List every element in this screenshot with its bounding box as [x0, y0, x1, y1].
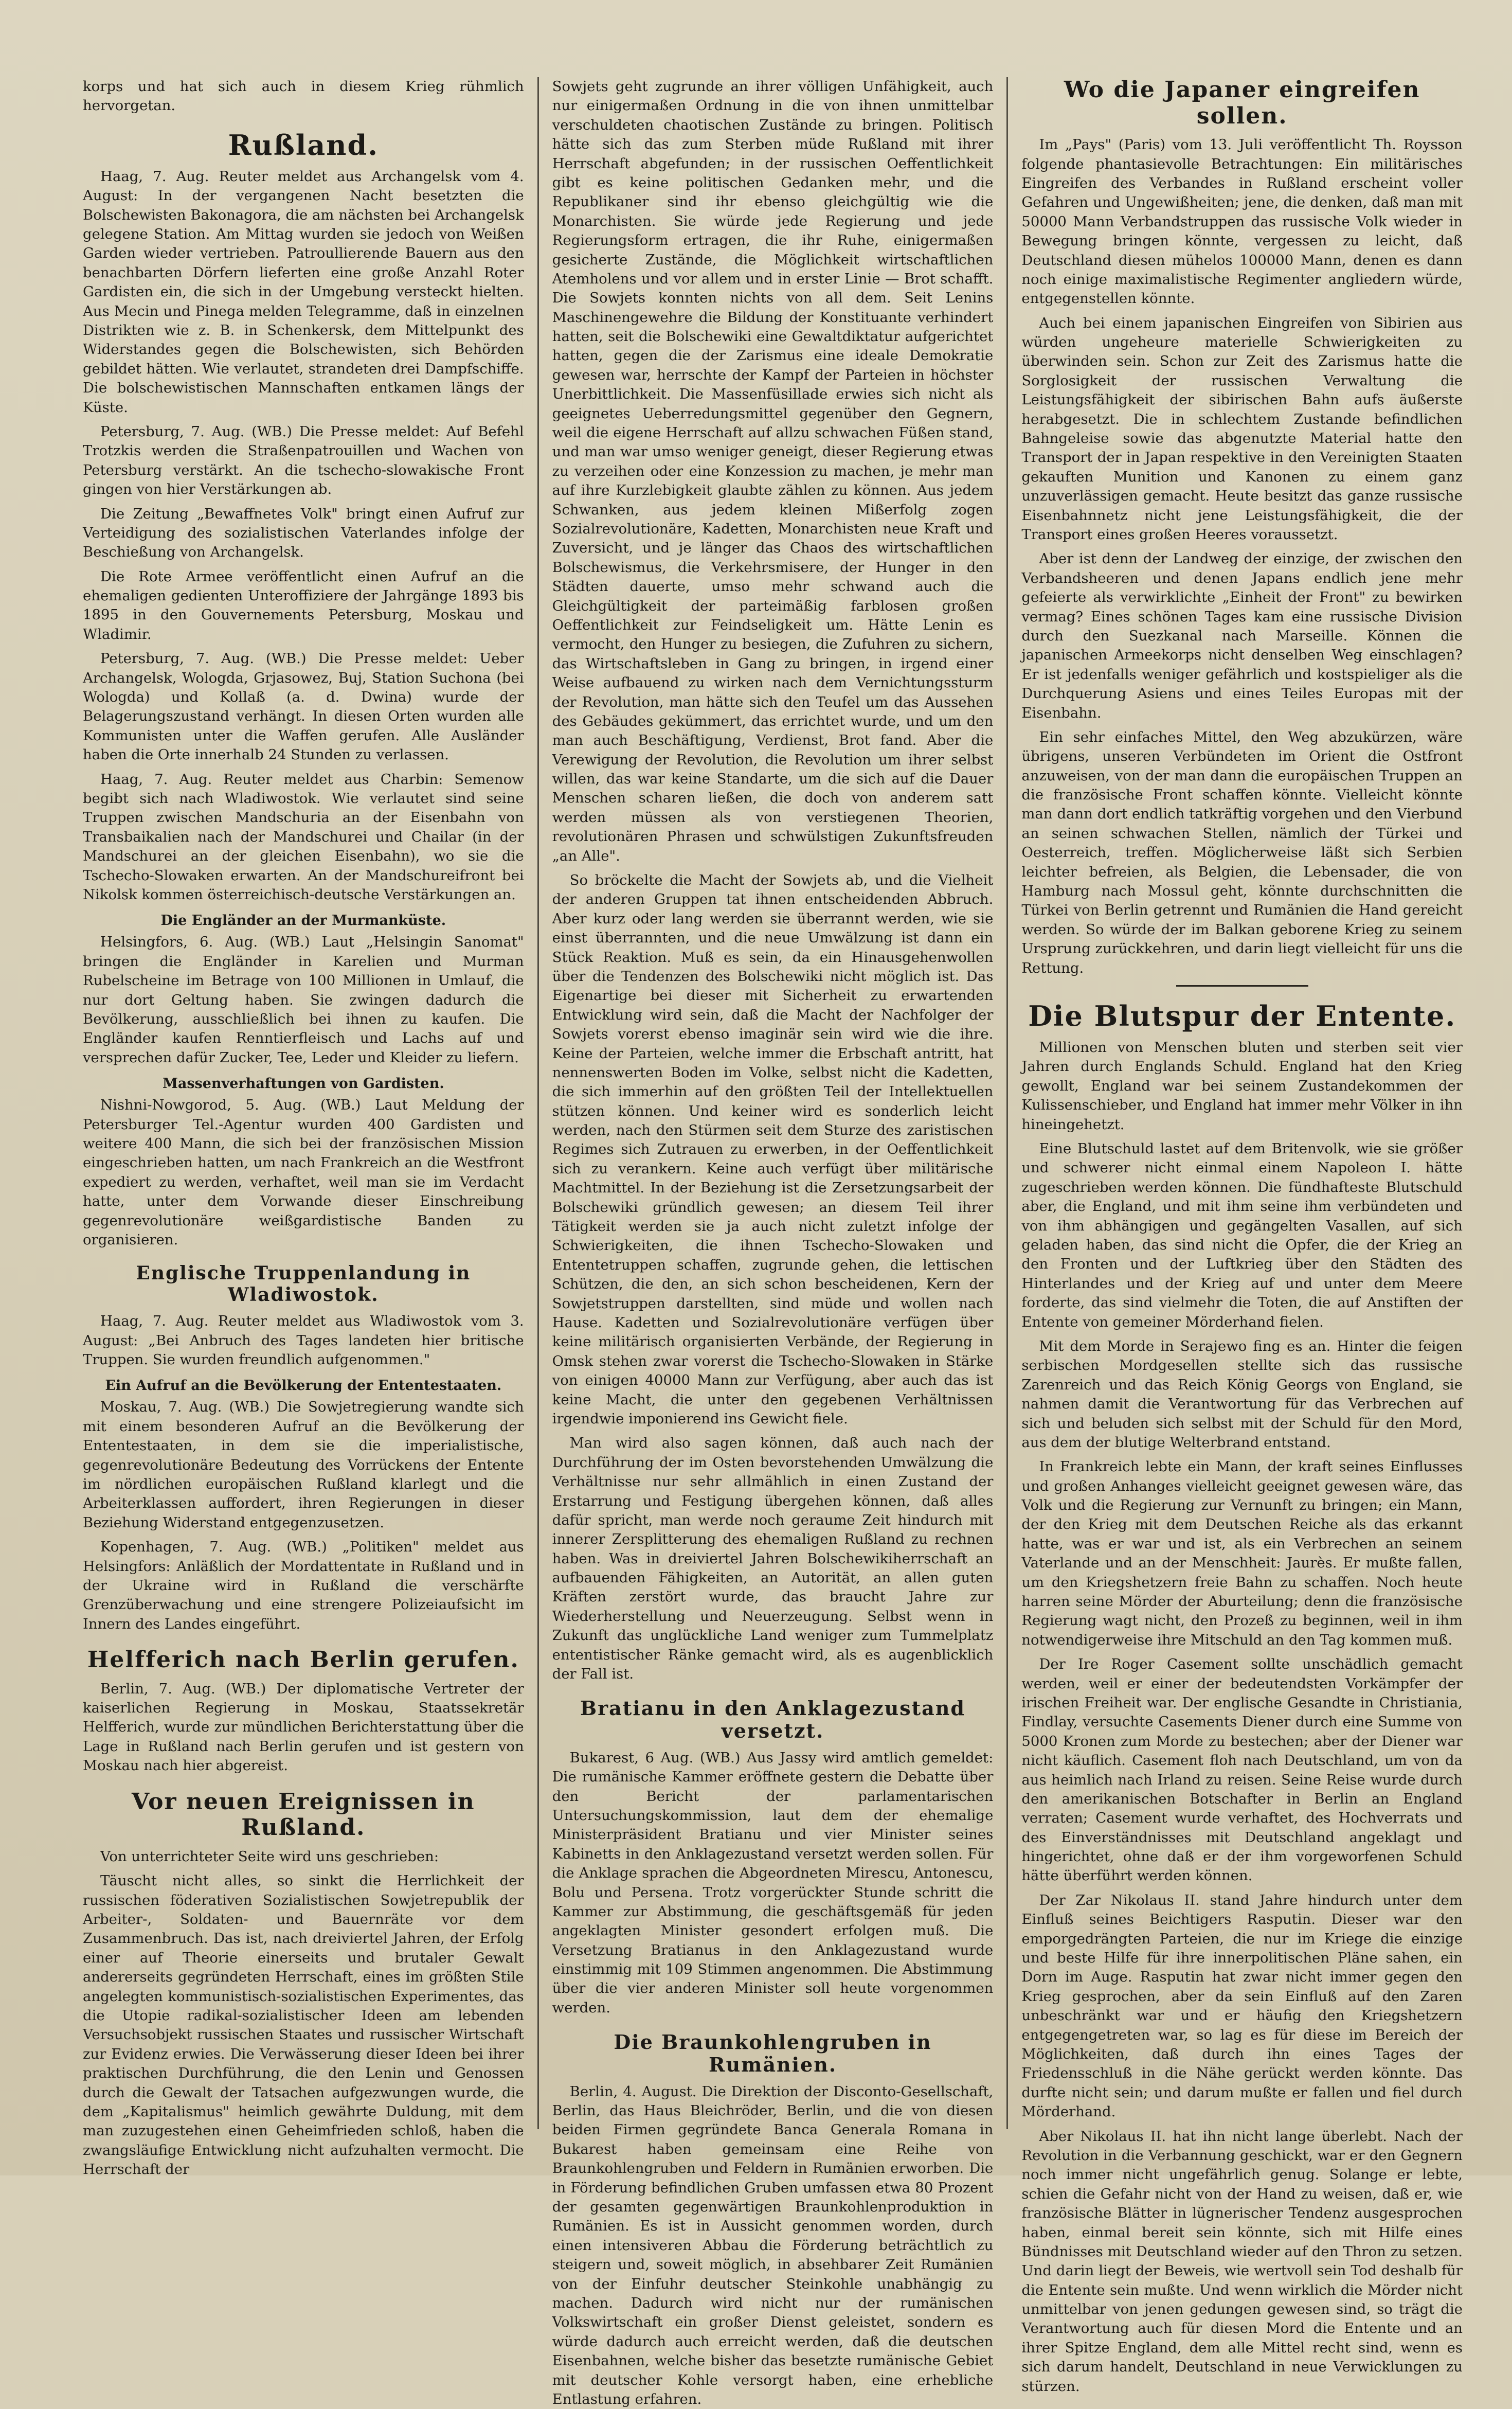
headline-helfferich: Helfferich nach Berlin gerufen.: [87, 1647, 519, 1673]
column-3: [1008, 77, 1476, 2395]
paragraph: Petersburg, 7. Aug. (WB.) Die Presse meldet: Auf Befehl Trotzkis werden die Straßenpatrouillen und Wachen von Petersburg verstärkt. An die tschecho-slowakische Front gingen von hier Verstärkungen ab.: [83, 423, 524, 498]
paragraph: Auch bei einem japanischen Eingreifen von Sibirien aus würden ungeheure materielle Schwierigkeiten zu überwinden sein. Schon zur Zeit des Zarismus hatte die Sorglosigkeit der russischen Verwaltung die Leistungsfähigkeit der sibirischen Bahn aufs äußerste herabgesetzt. Die in schlechtem Zustande befindlichen Bahngeleise sowie das abgenutzte Material hatte den Transport der in Japan respektive in den Vereinigten Staaten gekauften Munition und Kanonen zu einem ganz unzuverlässigen gemacht. Heute besitzt das ganze russische Eisenbahnnetz nicht jene Leistungsfähigkeit, die der Transport eines großen Heeres voraussetzt.: [1021, 314, 1463, 543]
paragraph: Berlin, 4. August. Die Direktion der Disconto-Gesellschaft, Berlin, das Haus Bleichröder, Berlin, und die von diesen beiden Firmen gegründete Banca Generala Romana in Bukarest haben gemeinsam eine Reihe von Braunkohlengruben und Feldern in Rumänien erworben. Die in Förderung befindlichen Gruben umfassen etwa 80 Prozent der gesamten gegenwärtigen Braunkohlenproduktion in Rumänien. Es ist in Aussicht genommen worden, durch einen intensiveren Abbau die Förderung beträchtlich zu steigern und, soweit möglich, in absehbarer Zeit Rumänien von der Einfuhr deutscher Steinkohle unabhängig zu machen. Dadurch wird nicht nur der rumänischen Volkswirtschaft ein großer Dienst geleistet, sondern es würde dadurch auch erreicht werden, daß die deutschen Eisenbahnen, welche bisher das besetzte rumänische Gebiet mit deutscher Kohle versorgt haben, eine erhebliche Entlastung erfahren.: [552, 2083, 994, 2407]
paragraph: Der Zar Nikolaus II. stand Jahre hindurch unter dem Einfluß seines Beichtigers Rasputin. Dieser war den emporgedrängten Parteien, die nur im Kriege die einzige und beste Hilfe für ihre innerpolitischen Pläne sahen, ein Dorn im Auge. Rasputin hat zwar nicht immer gegen den Krieg gesprochen, aber da sein Einfluß auf den Zaren unbeschränkt war und er häufig den Kriegshetzern entgegengetreten war, so lag es für diese im Bereich der Möglichkeiten, daß durch ihn eines Tages der Friedensschluß in die Nähe gerückt werden könnte. Das durfte nicht sein; und darum mußte er fallen und fiel durch Mörderhand.: [1021, 1891, 1463, 2120]
column-layout: [69, 77, 1476, 2407]
section-divider: [1176, 985, 1308, 987]
column-1: [69, 77, 537, 2178]
paragraph: Moskau, 7. Aug. (WB.) Die Sowjetregierung wandte sich mit einem besonderen Aufruf an die Bevölkerung der Ententestaaten, in dem sie die imperialistische, gegenrevolutionäre Bedeutung des Vorrückens der Entente im nördlichen europäischen Rußland klarlegt und die Arbeiterklassen auffordert, ihren Regierungen in dieser Beziehung Widerstand entgegenzusetzen.: [83, 1399, 524, 1531]
paragraph: Haag, 7. Aug. Reuter meldet aus Archangelsk vom 4. August: In der vergangenen Nacht besetzten die Bolschewisten Bakonagora, die am nächsten bei Archangelsk gelegene Station. Am Mittag wurden sie jedoch von Weißen Garden wieder vertrieben. Patroullierende Bauern aus den benachbarten Dörfern lieferten eine große Anzahl Roter Gardisten ein, die sich in der Umgebung versteckt hielten. Aus Mecin und Pinega melden Telegramme, daß in einzelnen Distrikten wie z. B. in Schenkersk, dem Mittelpunkt des Widerstandes gegen die Bolschewisten, sich Behörden gebildet hätten. Wie verlautet, strandeten drei Dampfschiffe. Die bolschewistischen Mannschaften entkamen längs der Küste.: [83, 168, 524, 416]
paragraph: Der Ire Roger Casement sollte unschädlich gemacht werden, weil er einer der bedeutendsten Vorkämpfer der irischen Freiheit war. Der englische Gesandte in Christiania, Findlay, versuchte Casements Diener durch eine Summe von 5000 Kronen zum Morde zu bestechen; aber der Diener war nicht käuflich. Casement floh nach Deutschland, um von da aus heimlich nach Irland zu reisen. Seine Reise wurde durch den amerikanischen Botschafter in Berlin an England verraten; Casement wurde verhaftet, des Hochverrats und des Einverständnisses mit Deutschland angeklagt und hingerichtet, ohne daß er der ihm vorgeworfenen Schuld hätte überführt werden können.: [1021, 1656, 1463, 1884]
paragraph: Berlin, 7. Aug. (WB.) Der diplomatische Vertreter der kaiserlichen Regierung in Moskau, Staatssekretär Helfferich, wurde zur mündlichen Berichterstattung über die Lage in Rußland nach Berlin gerufen und ist gestern von Moskau nach hier abgereist.: [83, 1680, 524, 1774]
paragraph: korps und hat sich auch in diesem Krieg rühmlich hervorgetan.: [83, 78, 524, 114]
paragraph: Im „Pays" (Paris) vom 13. Juli veröffentlicht Th. Roysson folgende phantasievolle Betrachtungen: Ein militärisches Eingreifen des Verbandes in Rußland erscheint voller Gefahren und Ungewißheiten; jene, die denken, daß man mit 50000 Mann Verbandstruppen das russische Volk wieder in Bewegung bringen könnte, vergessen zu leicht, daß Deutschland diesen mühelos 100000 Mann, denen es dann noch einige maximalistische Regimenter angliedern würde, entgegenstellen könnte.: [1021, 136, 1463, 307]
paragraph: Aber ist denn der Landweg der einzige, der zwischen den Verbandsheeren und denen Japans endlich jene mehr gefeierte als verwirklichte „Einheit der Front" zu bewirken vermag? Eines schönen Tages kam eine russische Division durch den Suezkanal nach Marseille. Können die japanischen Armeekorps nicht denselben Weg einschlagen? Er ist jedenfalls weniger gefährlich und kostspieliger als die Durchquerung Asiens und eines Teiles Europas mit der Eisenbahn.: [1021, 550, 1463, 721]
headline-japaner: Wo die Japaner eingreifen sollen.: [1064, 77, 1420, 129]
headline-truppenlandung: Englische Truppenlandung in Wladiwostok.: [136, 1262, 471, 1306]
paragraph: Haag, 7. Aug. Reuter meldet aus Wladiwostok vom 3. August: „Bei Anbruch des Tages landeten hier britische Truppen. Sie wurden freundlich aufgenommen.": [83, 1313, 524, 1368]
subhead-aufruf: Ein Aufruf an die Bevölkerung der Ententestaaten.: [105, 1378, 502, 1394]
paragraph: Täuscht nicht alles, so sinkt die Herrlichkeit der russischen föderativen Sozialistischen Sowjetrepublik der Arbeiter-, Soldaten- und Bauernräte vor dem Zusammenbruch. Das ist, nach dreiviertel Jahren, der Erfolg einer auf Theorie einerseits und brutaler Gewalt andererseits gegründeten Herrschaft, eines im größten Stile angelegten kommunistisch-sozialistischen Experimentes, das die Utopie radikal-sozialistischer Ideen am lebenden Versuchsobjekt russischen Staates und russischer Wirtschaft zur Evidenz erwies. Die Verwässerung dieser Ideen bei ihrer praktischen Durchführung, die den Lenin und Genossen durch die Gewalt der Tatsachen aufgezwungen wurde, die dem „Kapitalismus" heimlich gewährte Duldung, mit dem man zuzugestehen einen Geheimfrieden schloß, haben die zwangsläufige Entwicklung nicht aufzuhalten vermocht. Die Herrschaft der: [83, 1872, 524, 2178]
paragraph: Aber Nikolaus II. hat ihn nicht lange überlebt. Nach der Revolution in die Verbannung geschickt, war er den Gegnern noch immer nicht ungefährlich genug. Solange er lebte, schien die Gefahr nicht von der Hand zu weisen, daß er, wie französische Blätter in lügnerischer Tendenz ausgesprochen haben, einmal bereit sein könnte, sich mit Hilfe eines Bündnisses mit Deutschland wieder auf den Thron zu setzen. Und darin liegt der Beweis, wie wertvoll sein Tod deshalb für die Entente sein mußte. Und wenn wirklich die Mörder nicht unmittelbar von jenen gedungen gewesen sind, so trägt die Verantwortung auch für diesen Mord die Entente und an ihrer Spitze England, dem alle Mittel recht sind, wenn es sich darum handelt, Deutschland in neue Verwicklungen zu stürzen.: [1021, 2128, 1463, 2395]
paragraph: Mit dem Morde in Serajewo fing es an. Hinter die feigen serbischen Mordgesellen stellte sich das russische Zarenreich und das Reich König Georgs von England, sie nahmen damit die Verantwortung für das Verbrechen auf sich und beluden sich selbst mit der Schuld für den Mord, aus dem der blutige Welterbrand entstand.: [1021, 1337, 1463, 1451]
column-rule: [1006, 77, 1008, 2129]
subhead-murmankueste: Die Engländer an der Murmanküste.: [160, 913, 446, 929]
paragraph: Haag, 7. Aug. Reuter meldet aus Charbin: Semenow begibt sich nach Wladiwostok. Wie verlautet sind seine Truppen zwischen Mandschuria an der Eisenbahn von Transbaikalien nach der Mandschurei und Chailar (in der Mandschurei an der gleichen Eisenbahn), wo sie die Tschecho-Slowaken erwarten. An der Mandschureifront bei Nikolsk kommen österreichisch-deutsche Verstärkungen an.: [83, 771, 524, 903]
paragraph: Sowjets geht zugrunde an ihrer völligen Unfähigkeit, auch nur einigermaßen Ordnung in die von ihnen unmittelbar verschuldeten chaotischen Zustände zu bringen. Politisch hätte sich das zum Sterben müde Rußland mit ihrer Herrschaft abgefunden; in der russischen Oeffentlichkeit gibt es keine politischen Gedanken mehr, und die Republikaner sind ihr ebenso gleichgültig wie die Monarchisten. Sie würde jede Regierung und jede Regierungsform ertragen, die ihr Ruhe, einigermaßen gesicherte Zustände, die Möglichkeit wirtschaftlichen Atemholens und vor allem und in erster Linie — Brot schafft. Die Sowjets konnten nichts von all dem. Seit Lenins Maschinengewehre die Bildung der Konstituante verhindert hatten, seit die Bolschewiki eine Gewaltdiktatur aufgerichtet hatten, gegen die der Zarismus eine ideale Demokratie gewesen war, herrschte der Kampf der Parteien in höchster Unerbittlichkeit. Die Massenfüsillade erwies sich nicht als geeignetes Ueberredungsmittel gegenüber den Gegnern, weil die eigene Herrschaft auf allzu schwachen Füßen stand, und man war umso weniger geneigt, dieser Regierung etwas zu verzeihen oder eine Konzession zu machen, je mehr man auf ihre Kurzlebigkeit glaubte zählen zu können. Aus jedem Schwanken, aus jedem kleinen Mißerfolg zogen Sozialrevolutionäre, Kadetten, Monarchisten neue Kraft und Zuversicht, und je länger das Chaos des wirtschaftlichen Bolschewismus, die Verkehrsmisere, der Hunger in den Städten dauerte, umso mehr schwand auch die Gleichgültigkeit der parteimäßig farblosen großen Oeffentlichkeit zur Feindseligkeit um. Hätte Lenin es vermocht, den Hunger zu besiegen, die Zufuhren zu sichern, das Wirtschaftsleben in Gang zu bringen, in irgend einer Weise aufbauend zu wirken nach dem Vernichtungssturm der Revolution, man hätte sich den Teufel um das Aussehen des Gebäudes gekümmert, das errichtet wurde, und um den man auch Beschäftigung, Verdienst, Brot fand. Aber die Verewigung der Revolution, die Revolution um ihrer selbst willen, das war keine Standarte, um die sich auf die Dauer Menschen scharen ließen, die doch von anderem satt werden müssen als von verstiegenen Theorien, revolutionären Phrasen und schwülstigen Zukunftsfreuden „an Alle".: [552, 78, 994, 864]
column-2: [539, 77, 1007, 2407]
column-rule: [537, 77, 539, 2129]
headline-braunkohlen: Die Braunkohlengruben in Rumänien.: [614, 2030, 932, 2076]
headline-bratianu: Bratianu in den Anklagezustand versetzt.: [580, 1697, 965, 1743]
paragraph: Bukarest, 6 Aug. (WB.) Aus Jassy wird amtlich gemeldet: Die rumänische Kammer eröffnete gestern die Debatte über den Bericht der parlamentarischen Untersuchungskommission, laut dem der ehemalige Ministerpräsident Bratianu und vier Minister seines Kabinetts in den Anklagezustand versetzt werden sollen. Für die Anklage sprachen die Abgeordneten Mirescu, Antonescu, Bolu und Persena. Trotz vorgerückter Stunde schritt die Kammer zur Abstimmung, die geschäftsgemäß für jeden angeklagten Minister gesondert erfolgen muß. Die Versetzung Bratianus in den Anklagezustand wurde einstimmig mit 109 Stimmen angenommen. Die Abstimmung über die vier anderen Minister soll heute vorgenommen werden.: [552, 1749, 994, 2016]
headline-russland: Rußland.: [228, 128, 379, 162]
paragraph: Eine Blutschuld lastet auf dem Britenvolk, wie sie größer und schwerer nicht einmal einem Napoleon I. hätte zugeschrieben werden können. Die fündhafteste Blutschuld aber, die England, und mit ihm seine ihm verbündeten und von ihm abhängigen und gegängelten Vasallen, auf sich geladen haben, das sind nicht die Opfer, die der Krieg an den Fronten und der Luftkrieg über den Städten des Hinterlandes und der Krieg auf und unter dem Meere forderte, das sind vielmehr die Toten, die auf Anstiften der Entente von gemeiner Mörderhand fielen.: [1021, 1140, 1463, 1330]
paragraph: Nishni-Nowgorod, 5. Aug. (WB.) Laut Meldung der Petersburger Tel.-Agentur wurden 400 Gardisten und weitere 400 Mann, die sich bei der französischen Mission eingeschrieben hatten, um nach Frankreich an die Westfront expediert zu werden, verhaftet, weil man sie im Verdacht hatte, unter dem Vorwande dieser Einschreibung gegenrevolutionäre weißgardistische Banden zu organisieren.: [83, 1097, 524, 1248]
paragraph: Helsingfors, 6. Aug. (WB.) Laut „Helsingin Sanomat" bringen die Engländer in Karelien und Murman Rubelscheine im Betrage von 100 Millionen in Umlauf, die nur dort Geltung haben. Sie zwingen dadurch die Bevölkerung, ausschließlich bei ihnen zu kaufen. Die Engländer kaufen Renntierfleisch und Lachs auf und versprechen dafür Zucker, Tee, Leder und Kleider zu liefern.: [83, 934, 524, 1066]
paragraph: In Frankreich lebte ein Mann, der kraft seines Einflusses und großen Anhanges vielleicht geeignet gewesen wäre, das Volk und die Regierung zur Vernunft zu bringen; ein Mann, der den Krieg mit dem Deutschen Reiche als das erkannt hatte, was er war und ist, als ein Verbrechen an seinem Vaterlande und an der Menschheit: Jaurès. Er mußte fallen, um den Kriegshetzern freie Bahn zu schaffen. Noch heute harren seine Mörder der Aburteilung; denn die französische Regierung wagt nicht, den Prozeß zu beginnen, weil in ihm notwendigerweise ihre Mitschuld an den Tag kommen muß.: [1021, 1458, 1463, 1648]
paragraph: So bröckelte die Macht der Sowjets ab, und die Vielheit der anderen Gruppen tat ihnen entscheidenden Abbruch. Aber kurz oder lang werden sie überrannt werden, wie sie einst überrannten, und die neue Umwälzung ist dann ein Stück Reaktion. Muß es sein, da ein Hinausgehenwollen über die Tendenzen des Bolschewiki nicht möglich ist. Das Eigenartige bei dieser mit Sicherheit zu erwartenden Entwicklung wird sein, daß die Macht der Nachfolger der Sowjets vorerst ebenso imaginär sein wird wie die ihre. Keine der Parteien, welche immer die Erbschaft antritt, hat nennenswerten Boden im Volke, selbst nicht die Kadetten, die sich immerhin auf den größten Teil der Intellektuellen stützen können. Und keiner wird es sonderlich leicht werden, nach den Stürmen seit dem Sturze des zaristischen Regimes sich Zutrauen zu erwerben, in der Oeffentlichkeit sich zu verankern. Keine auch verfügt über militärische Machtmittel. In der Beziehung ist die Zersetzungsarbeit der Bolschewiki gründlich gewesen; an diesem Teil ihrer Tätigkeit werden sie ja auch nicht zuletzt infolge der Schwierigkeiten, die ihnen Tschecho-Slowaken und Ententetruppen schaffen, zugrunde gehen, die lettischen Schützen, die den, an sich schon bescheidenen, Kern der Sowjetstruppen darstellten, sind müde und wollen nach Hause. Kadetten und Sozialrevolutionäre verfügen über keine militärisch organisierten Verbände, der Regierung in Omsk stehen zwar vorerst die Tschecho-Slowaken in Stärke von einigen 40000 Mann zur Verfügung, aber auch das ist keine Macht, die unter den gegebenen Verhältnissen irgendwie imponierend ins Gewicht fiele.: [552, 872, 994, 1427]
paragraph: Die Zeitung „Bewaffnetes Volk" bringt einen Aufruf zur Verteidigung des sozialistischen Vaterlandes infolge der Beschießung von Archangelsk.: [83, 505, 524, 561]
paragraph: Ein sehr einfaches Mittel, den Weg abzukürzen, wäre übrigens, unseren Verbündeten im Orient die Ostfront anzuweisen, von der man dann die europäischen Truppen an die französische Front schaffen könnte. Vielleicht könnte man dann dort endlich tatkräftig vorgehen und den Vierbund an seinen schwachen Stellen, nämlich der Türkei und Oesterreich, treffen. Möglicherweise läßt sich Serbien leichter befreien, als Belgien, die Lebensader, die von Hamburg nach Mossul geht, könnte durchschnitten die Türkei von Berlin getrennt und Rumänien die Hand gereicht werden. So würde der im Balkan geborene Krieg zu seinem Ursprung zurückkehren, und darin liegt vielleicht für uns die Rettung.: [1021, 728, 1463, 976]
paragraph: Die Rote Armee veröffentlicht einen Aufruf an die ehemaligen gedienten Unteroffiziere der Jahrgänge 1893 bis 1895 in den Gouvernements Petersburg, Moskau und Wladimir.: [83, 568, 524, 643]
paragraph: Kopenhagen, 7. Aug. (WB.) „Politiken" meldet aus Helsingfors: Anläßlich der Mordattentate in Rußland und in der Ukraine wird in Rußland die verschärfte Grenzüberwachung und eine strengere Polizeiaufsicht im Innern des Landes eingeführt.: [83, 1539, 524, 1632]
paragraph: Millionen von Menschen bluten und sterben seit vier Jahren durch Englands Schuld. England hat den Krieg gewollt, England war bei seinem Zustandekommen der Kulissenschieber, und England hat immer mehr Völker in ihn hineingehetzt.: [1021, 1039, 1463, 1133]
headline-blutspur: Die Blutspur der Entente.: [1028, 999, 1456, 1032]
paragraph: Petersburg, 7. Aug. (WB.) Die Presse meldet: Ueber Archangelsk, Wologda, Grjasowez, Buj, Station Suchona (bei Wologda) und Kollaß (a. d. Dwina) wurde der Belagerungszustand verhängt. In diesen Orten wurden alle Kommunisten unter die Waffen gerufen. Alle Ausländer haben die Orte innerhalb 24 Stunden zu verlassen.: [83, 650, 524, 763]
subhead-gardisten: Massenverhaftungen von Gardisten.: [162, 1076, 444, 1092]
paragraph: Man wird also sagen können, daß auch nach der Durchführung der im Osten bevorstehenden Umwälzung die Verhältnisse nur sehr allmählich in einen Zustand der Erstarrung und Festigung übergehen können, daß alles dafür spricht, man werde noch geraume Zeit hindurch mit innerer Zersplitterung des ehemaligen Rußland zu rechnen haben. Was in dreiviertel Jahren Bolschewikiherrschaft an aufbauenden Fähigkeiten, an Autorität, an allen guten Kräften zerstört wurde, das braucht Jahre zur Wiederherstellung und Neuerzeugung. Selbst wenn in Zukunft das unglückliche Land weniger zum Tummelplatz ententistischer Ränke gemacht wird, als es augenblicklich der Fall ist.: [552, 1435, 994, 1683]
paragraph: Von unterrichteter Seite wird uns geschrieben:: [100, 1848, 439, 1865]
headline-ereignisse: Vor neuen Ereignissen in Rußland.: [131, 1788, 475, 1841]
